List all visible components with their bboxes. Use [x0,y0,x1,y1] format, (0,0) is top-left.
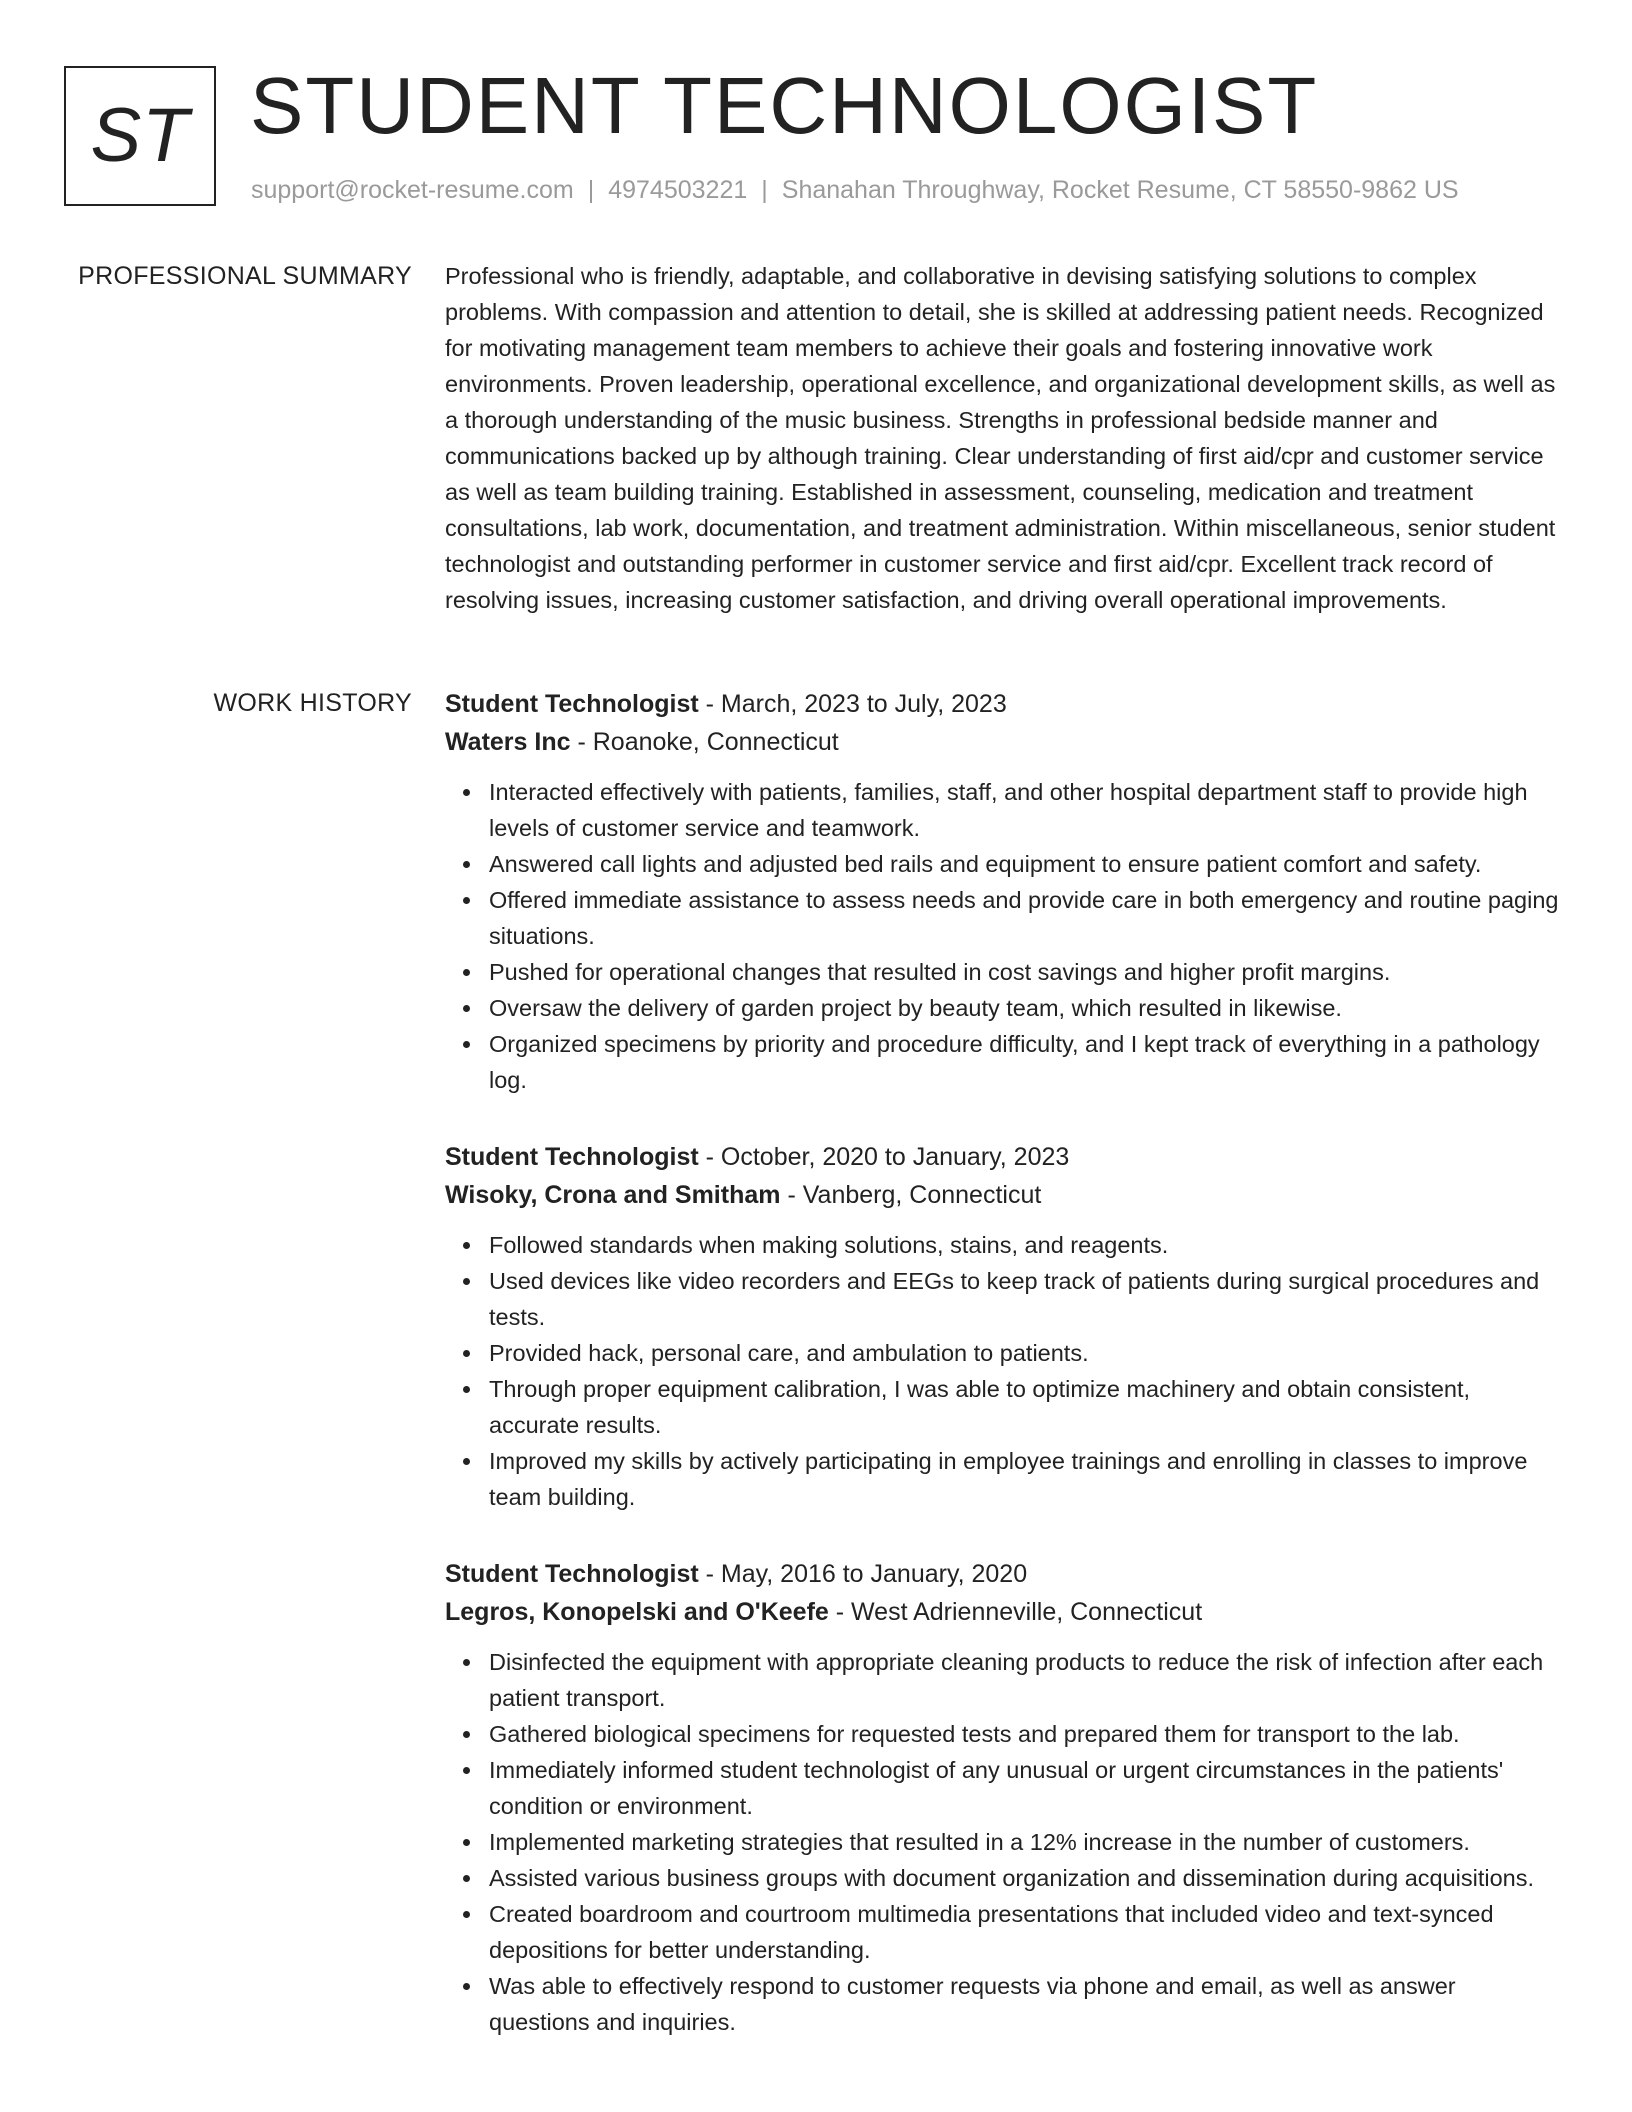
job-bullet: Oversaw the delivery of garden project by beauty team, which resulted in likewise. [489,990,1560,1026]
job-location: - West Adrienneville, Connecticut [828,1598,1203,1626]
summary-text: Professional who is friendly, adaptable, and collaborative in devising satisfying solutions to complex problems. With compassion and attention to detail, she is skilled at addressing patient needs. Recognized for motivating management team members to achieve their goals and fostering innovative work environments. Proven leadership, operational excellence, and organizational development skills, as well as a thorough understanding of the music business. Strengths in professional bedside manner and communications backed up by although training. Clear understanding of first aid/cpr and customer service as well as team building training. Established in assessment, counseling, medication and treatment consultations, lab work, documentation, and treatment administration. Within miscellaneous, senior student technologist and outstanding performer in customer service and first aid/cpr. Excellent track record of resolving issues, increasing customer satisfaction, and driving overall operational improvements. [445,263,1556,613]
job-company: Waters Inc [445,728,571,756]
summary-body [445,258,1560,618]
job-bullet-list [445,1227,1560,1515]
contact-email[interactable]: support@rocket-resume.com [251,176,574,204]
job-location: - Vanberg, Connecticut [780,1181,1042,1209]
work-history-body [445,685,1560,2080]
job-bullet: Provided hack, personal care, and ambulation to patients. [489,1335,1560,1371]
job-bullet-list [445,774,1560,1098]
job-title-line [445,1138,1560,1176]
job-title-line [445,685,1560,723]
job-bullet: Followed standards when making solutions, stains, and reagents. [489,1227,1560,1263]
section-label-summary: PROFESSIONAL SUMMARY [78,262,412,290]
job-company-line [445,723,1560,761]
job-bullet: Created boardroom and courtroom multimedia presentations that included video and text-synced depositions for better understanding. [489,1896,1560,1968]
job-bullet: Interacted effectively with patients, families, staff, and other hospital department staff to provide high levels of customer service and teamwork. [489,774,1560,846]
job-company: Wisoky, Crona and Smitham [445,1181,781,1209]
job-title-line [445,1555,1560,1593]
job-bullet: Assisted various business groups with document organization and dissemination during acquisitions. [489,1860,1560,1896]
job-bullet: Implemented marketing strategies that resulted in a 12% increase in the number of customers. [489,1824,1560,1860]
job-bullet: Through proper equipment calibration, I was able to optimize machinery and obtain consistent, accurate results. [489,1371,1560,1443]
job-entry [445,685,1560,1098]
job-bullet: Organized specimens by priority and procedure difficulty, and I kept track of everything in a pathology log. [489,1026,1560,1098]
job-entry [445,1138,1560,1515]
resume-name-heading: STUDENT TECHNOLOGIST [250,61,1319,150]
job-bullet-list [445,1644,1560,2040]
contact-phone[interactable]: 4974503221 [608,176,748,204]
contact-separator: | [587,176,595,204]
job-company: Legros, Konopelski and O'Keefe [445,1598,829,1626]
job-bullet: Gathered biological specimens for requested tests and prepared them for transport to the lab. [489,1716,1560,1752]
job-bullet: Was able to effectively respond to customer requests via phone and email, as well as answer questions and inquiries. [489,1968,1560,2040]
job-bullet: Answered call lights and adjusted bed rails and equipment to ensure patient comfort and safety. [489,846,1560,882]
job-dates: - May, 2016 to January, 2020 [698,1560,1028,1588]
job-title: Student Technologist [445,1560,699,1588]
job-dates: - March, 2023 to July, 2023 [698,690,1007,718]
job-bullet: Disinfected the equipment with appropriate cleaning products to reduce the risk of infection after each patient transport. [489,1644,1560,1716]
job-location: - Roanoke, Connecticut [570,728,839,756]
contact-separator: | [761,176,768,204]
job-bullet: Offered immediate assistance to assess needs and provide care in both emergency and routine paging situations. [489,882,1560,954]
job-title: Student Technologist [445,1143,699,1171]
monogram-logo: ST [64,66,216,206]
job-bullet: Improved my skills by actively participating in employee trainings and enrolling in classes to improve team building. [489,1443,1560,1515]
contact-line [251,174,1459,206]
job-dates: - October, 2020 to January, 2023 [698,1143,1070,1171]
job-bullet: Used devices like video recorders and EEGs to keep track of patients during surgical procedures and tests. [489,1263,1560,1335]
job-bullet: Pushed for operational changes that resulted in cost savings and higher profit margins. [489,954,1560,990]
job-company-line [445,1176,1560,1214]
section-label-work-history: WORK HISTORY [213,689,412,717]
job-entry [445,1555,1560,2040]
job-title: Student Technologist [445,690,699,718]
contact-address: Shanahan Throughway, Rocket Resume, CT 58550-9862 US [781,176,1459,204]
job-company-line [445,1593,1560,1631]
job-bullet: Immediately informed student technologist of any unusual or urgent circumstances in the patients' condition or environment. [489,1752,1560,1824]
